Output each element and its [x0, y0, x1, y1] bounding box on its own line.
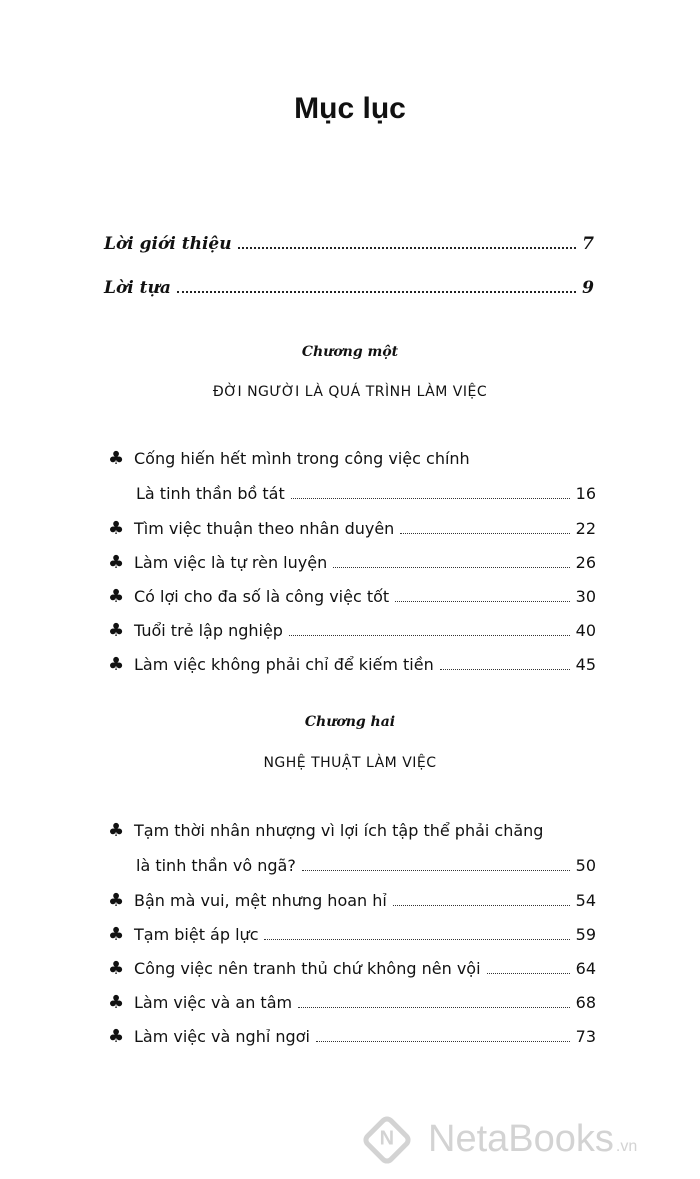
toc-entry-page: 26 — [575, 553, 596, 572]
clover-bullet-icon: ♣ — [108, 924, 125, 945]
toc-entry-page: 16 — [575, 484, 596, 503]
watermark-brand: NetaBooks — [428, 1118, 614, 1160]
toc-entry-label: Làm việc không phải chỉ để kiếm tiền — [134, 655, 434, 674]
dot-leader — [264, 938, 569, 940]
toc-entry-label: Làm việc và nghỉ ngơi — [134, 1027, 310, 1046]
dot-leader — [440, 668, 570, 670]
logo-letter: N — [379, 1127, 395, 1150]
toc-entry-label: Công việc nên tranh thủ chứ không nên vội — [134, 959, 481, 978]
chapter-label: Chương một — [301, 344, 399, 360]
toc-entry-label: Lời tựa — [104, 278, 171, 298]
toc-entry[interactable] — [108, 512, 596, 538]
dot-leader — [393, 904, 570, 906]
toc-entry-page: 30 — [575, 587, 596, 606]
dot-leader — [316, 1040, 570, 1042]
toc-entry[interactable] — [108, 918, 596, 944]
toc-entry[interactable] — [108, 884, 596, 910]
watermark — [368, 1118, 637, 1161]
toc-entry-label: Làm việc là tự rèn luyện — [134, 553, 328, 572]
chapter-title: ĐỜI NGƯỜI LÀ QUÁ TRÌNH LÀM VIỆC — [212, 384, 488, 400]
toc-entry-label: Có lợi cho đa số là công việc tốt — [134, 587, 390, 606]
toc-entry-continuation[interactable] — [136, 849, 596, 875]
toc-entry-page: 73 — [575, 1027, 596, 1046]
toc-entry-page: 40 — [575, 621, 596, 640]
toc-entry[interactable] — [108, 442, 596, 468]
dot-leader — [395, 600, 569, 602]
netabooks-logo-icon — [360, 1113, 414, 1167]
toc-entry-page: 50 — [575, 856, 596, 875]
clover-bullet-icon: ♣ — [108, 620, 125, 641]
clover-bullet-icon: ♣ — [108, 820, 125, 841]
toc-entry-label: là tinh thần vô ngã? — [136, 856, 296, 875]
dot-leader — [487, 972, 570, 974]
clover-bullet-icon: ♣ — [108, 518, 125, 539]
toc-entry-continuation[interactable] — [136, 477, 596, 503]
clover-bullet-icon: ♣ — [108, 958, 125, 979]
toc-entry-label: Cống hiến hết mình trong công việc chính — [134, 449, 470, 468]
toc-entry[interactable] — [108, 952, 596, 978]
toc-entry[interactable] — [108, 580, 596, 606]
toc-entry-page: 45 — [575, 655, 596, 674]
toc-entry-label: Làm việc và an tâm — [134, 993, 293, 1012]
toc-entry-label: Là tinh thần bồ tát — [136, 484, 285, 503]
dot-leader — [298, 1006, 570, 1008]
toc-entry[interactable] — [108, 546, 596, 572]
toc-entry[interactable] — [108, 1020, 596, 1046]
dot-leader — [177, 290, 576, 293]
toc-entry-label: Bận mà vui, mệt nhưng hoan hỉ — [134, 891, 387, 910]
toc-entry-label: Lời giới thiệu — [104, 234, 232, 254]
dot-leader — [333, 566, 569, 568]
toc-intro-preface[interactable] — [104, 278, 594, 298]
toc-entry-page: 9 — [582, 278, 594, 298]
clover-bullet-icon: ♣ — [108, 890, 125, 911]
clover-bullet-icon: ♣ — [108, 586, 125, 607]
page-title: Mục lục — [294, 92, 406, 125]
dot-leader — [289, 634, 570, 636]
dot-leader — [291, 497, 570, 499]
toc-entry[interactable] — [108, 986, 596, 1012]
toc-entry-page: 22 — [575, 519, 596, 538]
dot-leader — [302, 869, 570, 871]
clover-bullet-icon: ♣ — [108, 552, 125, 573]
toc-entry-label: Tạm biệt áp lực — [134, 925, 259, 944]
chapter-label: Chương hai — [304, 714, 396, 730]
watermark-suffix: .vn — [615, 1137, 638, 1155]
clover-bullet-icon: ♣ — [108, 654, 125, 675]
clover-bullet-icon: ♣ — [108, 992, 125, 1013]
chapter-title: NGHỆ THUẬT LÀM VIỆC — [263, 755, 437, 771]
toc-entry-page: 7 — [582, 234, 594, 254]
toc-entry[interactable] — [108, 614, 596, 640]
clover-bullet-icon: ♣ — [108, 1026, 125, 1047]
toc-entry-page: 54 — [575, 891, 596, 910]
toc-entry-label: Tạm thời nhân nhượng vì lợi ích tập thể phải chăng — [134, 821, 544, 840]
clover-bullet-icon: ♣ — [108, 448, 125, 469]
toc-intro-introduction[interactable] — [104, 234, 594, 254]
dot-leader — [238, 246, 577, 249]
toc-entry-page: 59 — [575, 925, 596, 944]
dot-leader — [400, 532, 569, 534]
toc-entry[interactable] — [108, 648, 596, 674]
toc-entry-page: 68 — [575, 993, 596, 1012]
toc-entry[interactable] — [108, 814, 596, 840]
toc-entry-label: Tìm việc thuận theo nhân duyên — [134, 519, 395, 538]
toc-entry-label: Tuổi trẻ lập nghiệp — [134, 621, 283, 640]
toc-entry-page: 64 — [575, 959, 596, 978]
